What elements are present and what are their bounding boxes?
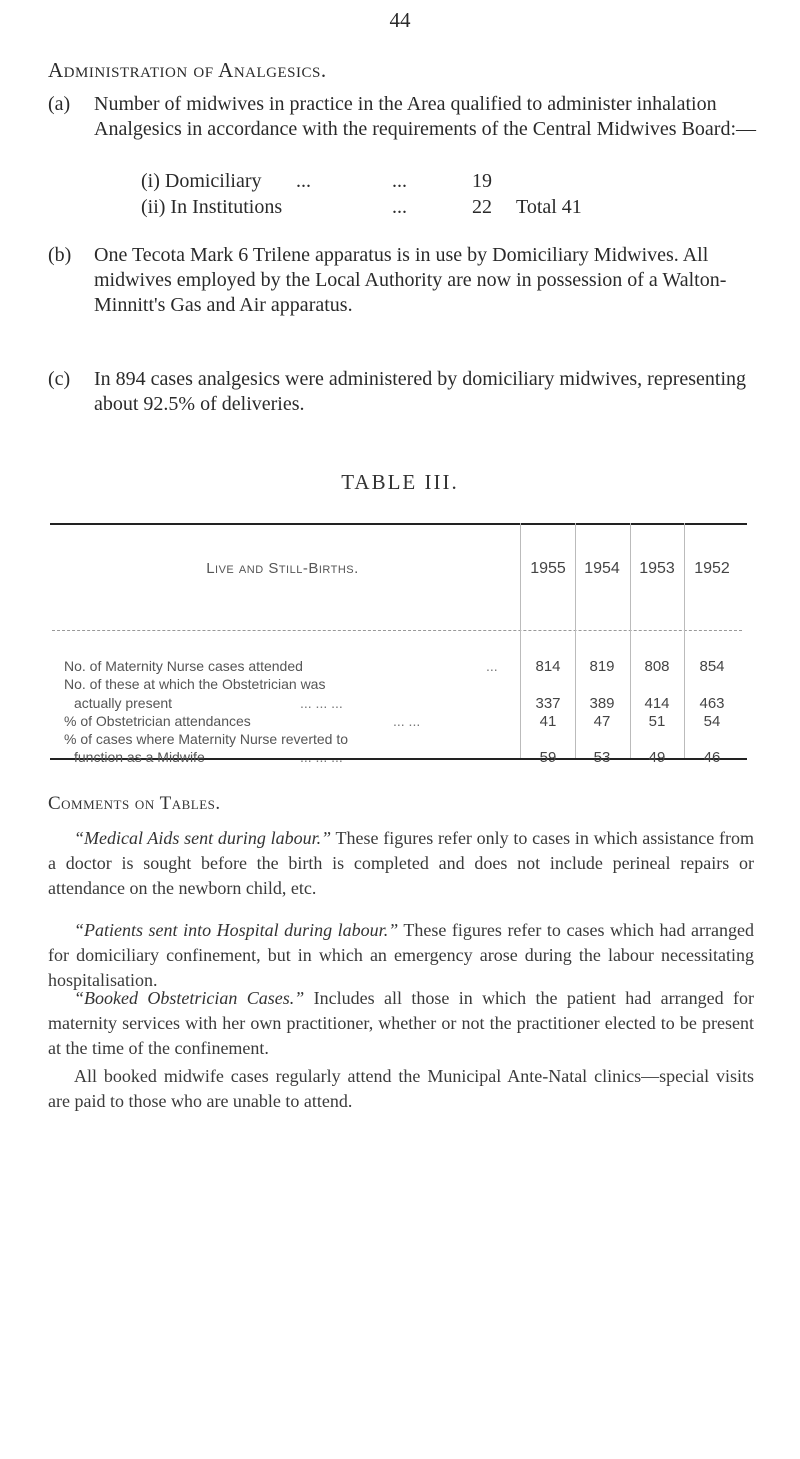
section-heading-administration: Administration of Analgesics. [48, 58, 327, 82]
comments-heading: Comments on Tables. [48, 793, 221, 814]
row-dots: ... [486, 658, 498, 674]
table-cell: 59 [539, 749, 557, 766]
row-label: % of cases where Maternity Nurse reverted to [64, 731, 349, 747]
institutions-label: (ii) In Institutions [141, 196, 283, 218]
domiciliary-dots: ... [296, 170, 311, 192]
table-cell: 389 [589, 695, 615, 712]
institutions-total: Total 41 [516, 196, 582, 218]
comment-text: Includes all those in which the patient had arranged for maternity services with her own practitioner, whether or not the practitioner elected to be present at the time of the confinement. [48, 988, 754, 1058]
comment-paragraph [48, 826, 754, 901]
institutions-value: 22 [472, 196, 492, 218]
paragraph-b-text: One Tecota Mark 6 Trilene apparatus is in use by Domiciliary Midwives. All midwives employed by the Local Authority are now in possession of a Walton-Minnitt's Gas and Air apparatus. [94, 244, 727, 316]
row-label: No. of these at which the Obstetrician was [64, 676, 326, 692]
table-cell: 47 [593, 713, 611, 730]
comment-text: All booked midwife cases regularly attend the Municipal Ante-Natal clinics—special visits are paid to those who are unable to attend. [48, 1066, 754, 1111]
paragraph-c-text: In 894 cases analgesics were administered by domiciliary midwives, representing about 92.5% of deliveries. [94, 368, 747, 415]
table-cell: 46 [703, 749, 721, 766]
row-label: No. of Maternity Nurse cases attended [64, 658, 303, 674]
paragraph-b-label: (b) [48, 244, 72, 266]
table-top-rule [50, 523, 747, 525]
row-dots: ... ... [393, 713, 421, 729]
year-header: 1953 [639, 560, 675, 577]
table-cell: 814 [535, 658, 561, 675]
domiciliary-value: 19 [472, 170, 492, 192]
domiciliary-dots-2: ... [392, 170, 407, 192]
table-header-label: Live and Still-Births. [206, 560, 359, 577]
paragraph-a-text: Number of midwives in practice in the Area qualified to administer inhalation Analgesics in accordance with the requirements of the Central Midwives Board:— [94, 93, 757, 140]
year-header: 1955 [530, 560, 566, 577]
paragraph-a-label: (a) [48, 93, 71, 115]
comment-paragraph [48, 918, 754, 993]
row-label-continued: function as a Midwife [74, 749, 205, 765]
table-cell: 337 [535, 695, 561, 712]
paragraph-c [48, 367, 768, 417]
row-label-continued: actually present [74, 695, 173, 711]
table-cell: 854 [699, 658, 725, 675]
page-number: 44 [389, 8, 411, 32]
paragraph-a [48, 92, 768, 142]
paragraph-c-label: (c) [48, 368, 71, 390]
table-cell: 414 [644, 695, 670, 712]
comment-title: “Patients sent into Hospital during labour.” [74, 920, 399, 940]
row-dots: ... ... ... [300, 749, 343, 765]
comment-text: These figures refer only to cases in which assistance from a doctor is sought before the birth is completed and does not include perineal repairs or attendance on the newborn child, etc. [48, 828, 754, 898]
row-dots: ... ... ... [300, 695, 343, 711]
table-header-rule [52, 630, 742, 631]
table-cell: 54 [703, 713, 721, 730]
table-cell: 819 [589, 658, 615, 675]
table-cell: 53 [593, 749, 611, 766]
year-header: 1952 [694, 560, 730, 577]
comment-paragraph [48, 1064, 754, 1114]
year-header: 1954 [584, 560, 620, 577]
row-label: % of Obstetrician attendances [64, 713, 251, 729]
table-cell: 49 [648, 749, 666, 766]
births-table [50, 523, 747, 766]
comment-title: “Medical Aids sent during labour.” [74, 828, 332, 848]
table-cell: 51 [648, 713, 666, 730]
comment-paragraph [48, 986, 754, 1061]
paragraph-b [48, 243, 768, 318]
comment-title: “Booked Obstetrician Cases.” [74, 988, 305, 1008]
table-title: TABLE III. [341, 470, 459, 494]
table-cell: 808 [644, 658, 670, 675]
table-cell: 41 [539, 713, 557, 730]
table-cell: 463 [699, 695, 725, 712]
comment-text: These figures refer to cases which had arranged for domiciliary confinement, but in which an emergency arose during the labour necessitating hospitalisation. [48, 920, 754, 990]
institutions-dots: ... [392, 196, 407, 218]
domiciliary-label: (i) Domiciliary [141, 170, 262, 192]
